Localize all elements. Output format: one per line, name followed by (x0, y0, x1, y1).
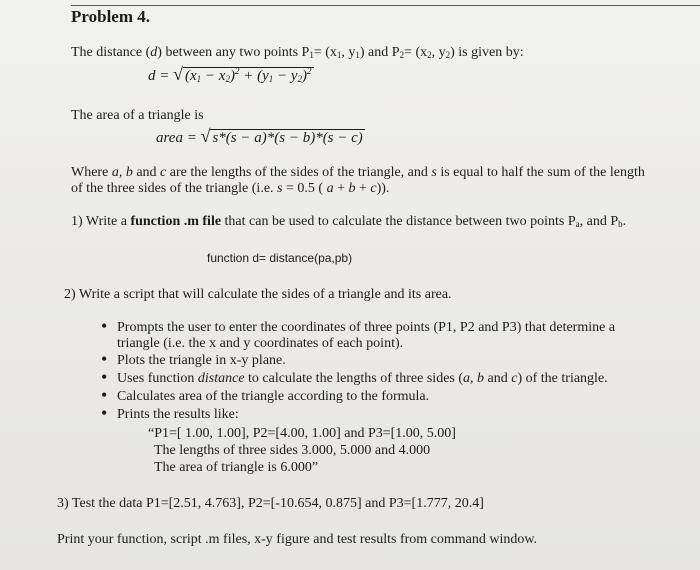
task-1: 1) Write a function .m file that can be used to calculate the distance between two points $P_a$, and $P_b$. (71, 214, 627, 229)
output-line-3: The area of triangle is 6.000” (154, 460, 319, 475)
task-2: 2) Write a script that will calculate the sides of a triangle and its area. (64, 287, 452, 302)
output-line-2: The lengths of three sides 3.000, 5.000 and 4.000 (154, 443, 431, 458)
bullet-2: • Plots the triangle in x-y plane. (101, 349, 286, 369)
task-1-code: function d= distance(pa,pb) (207, 251, 353, 265)
problem-title: Problem 4. (71, 7, 151, 26)
bullet-3: • Uses function distance to calculate the lengths of three sides (a, b and c) of the triangle. (101, 367, 608, 387)
area-formula: area = √ s*(s − a)*(s − b)*(s − c) (156, 126, 363, 146)
bullet-4: • Calculates area of the triangle according to the formula. (101, 385, 430, 405)
output-line-1: “P1=[ 1.00, 1.00], P2=[4.00, 1.00] and P3=[1.00, 5.00] (148, 426, 456, 441)
final-instruction: Print your function, script .m files, x-y figure and test results from command window. (57, 532, 538, 547)
bullet-5: • Prints the results like: (101, 403, 239, 423)
area-intro: The area of a triangle is (71, 108, 204, 123)
where-line-1: Where a, b and c are the lengths of the sides of the triangle, and s is equal to half the sum of the length (71, 165, 645, 180)
bullet-1-continued: triangle (i.e. the x and y coordinates of each point). (117, 336, 404, 351)
where-line-2: of the three sides of the triangle (i.e. s = 0.5 ( a + b + c)). (71, 181, 390, 196)
bullet-1: • Prompts the user to enter the coordinates of three points (P1, P2 and P3) that determine a (101, 316, 616, 336)
distance-intro: The distance (d) between any two points $P_1= (x_1$, $y_1$) and $P_2= (x_2$, $y_2$) is given by: (71, 45, 524, 60)
distance-formula: d = √ $(x_1 - x_2)^2 + (y_1 - y_2)^2$ (148, 64, 312, 84)
task-3: 3) Test the data P1=[2.51, 4.763], P2=[-10.654, 0.875] and P3=[1.777, 20.4] (57, 496, 484, 511)
top-rule (71, 5, 700, 6)
